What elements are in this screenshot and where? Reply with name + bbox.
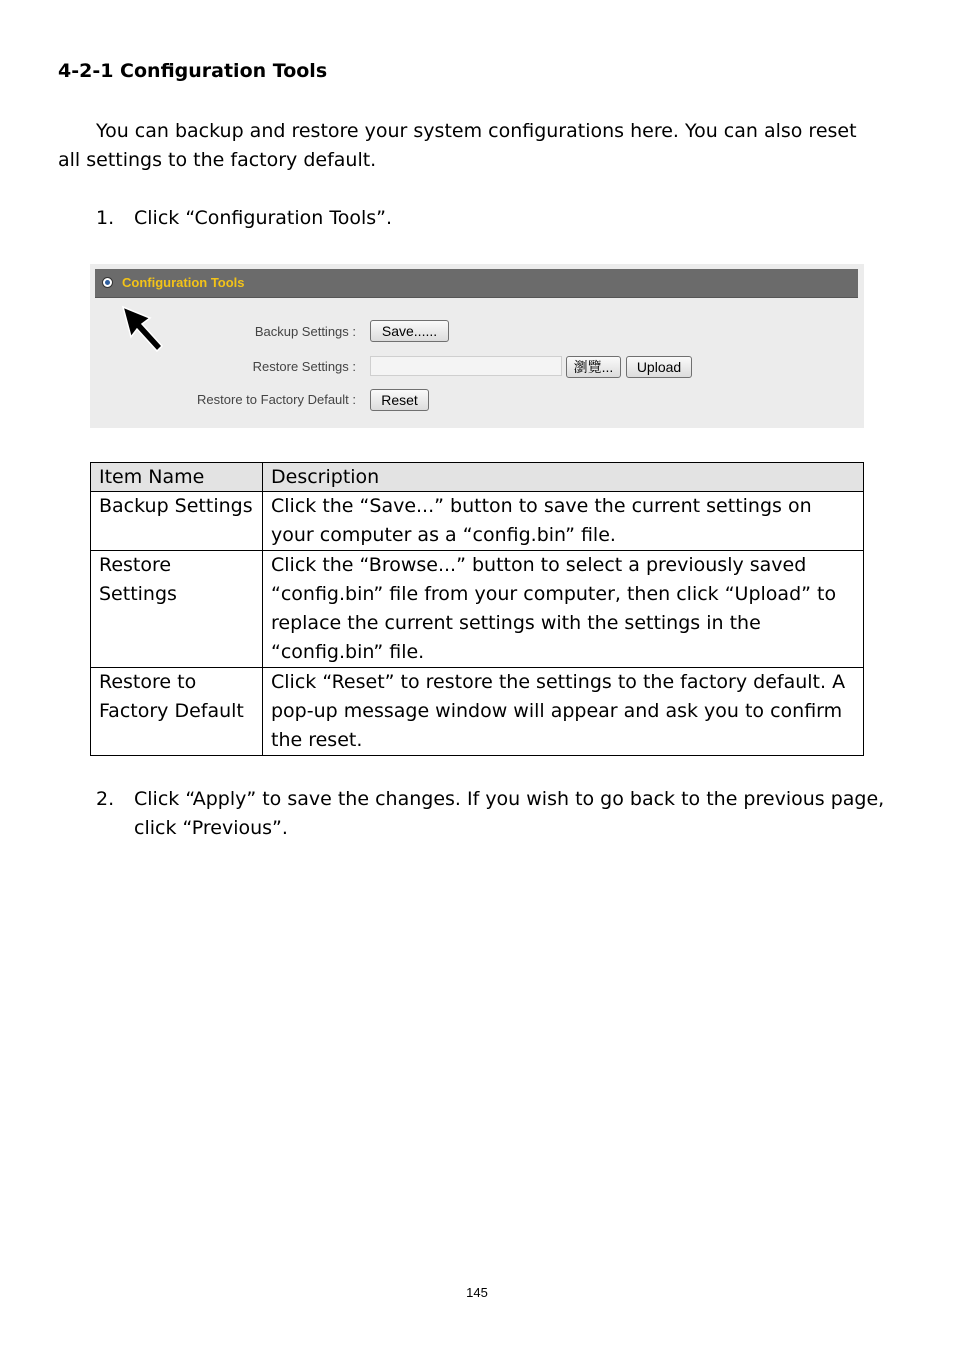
reset-button[interactable]: Reset: [370, 389, 429, 411]
upload-button[interactable]: Upload: [626, 356, 692, 378]
item-name-cell: Restore Settings: [91, 551, 263, 668]
panel-title[interactable]: Configuration Tools: [122, 275, 245, 290]
step-number: 2.: [96, 788, 115, 810]
intro-text: You can backup and restore your system configurations here. You can also reset all settings to the factory default.: [58, 120, 857, 171]
step-text: Click “Configuration Tools”.: [134, 207, 393, 229]
column-header-item-name: Item Name: [91, 463, 263, 492]
description-cell: Click “Reset” to restore the settings to the factory default. A pop-up message window will appear and ask you to confirm the reset.: [263, 668, 864, 756]
table-row: [91, 668, 864, 756]
item-name-cell: Restore to Factory Default: [91, 668, 263, 756]
table-row: [91, 551, 864, 668]
page-number: 145: [466, 1285, 488, 1300]
restore-file-input[interactable]: [370, 356, 562, 376]
column-header-description: Description: [263, 463, 864, 492]
table-header-row: [91, 463, 864, 492]
restore-factory-default-label: Restore to Factory Default :: [197, 392, 356, 407]
browse-button[interactable]: 瀏覽...: [566, 356, 621, 378]
step-number: 1.: [96, 207, 115, 229]
intro-paragraph: [58, 117, 878, 175]
configuration-tools-screenshot: [90, 264, 864, 428]
backup-settings-label: Backup Settings :: [254, 324, 356, 339]
panel-header-bar: [95, 269, 858, 298]
description-cell: Click the “Browse...” button to select a previously saved “config.bin” file from your computer, then click “Upload” to replace the current settings with the settings in the “config.bin” file.: [263, 551, 864, 668]
description-cell: Click the “Save...” button to save the current settings on your computer as a “config.bin” file.: [263, 492, 864, 551]
step-text: Click “Apply” to save the changes. If you wish to go back to the previous page, click “Previous”.: [134, 788, 885, 839]
radio-selected-icon[interactable]: [102, 277, 113, 288]
section-heading: 4-2-1 Configuration Tools: [58, 60, 328, 82]
table-row: [91, 492, 864, 551]
save-button[interactable]: Save......: [370, 320, 449, 342]
item-name-cell: Backup Settings: [91, 492, 263, 551]
restore-settings-label: Restore Settings :: [252, 359, 356, 374]
settings-description-table: [90, 462, 864, 756]
